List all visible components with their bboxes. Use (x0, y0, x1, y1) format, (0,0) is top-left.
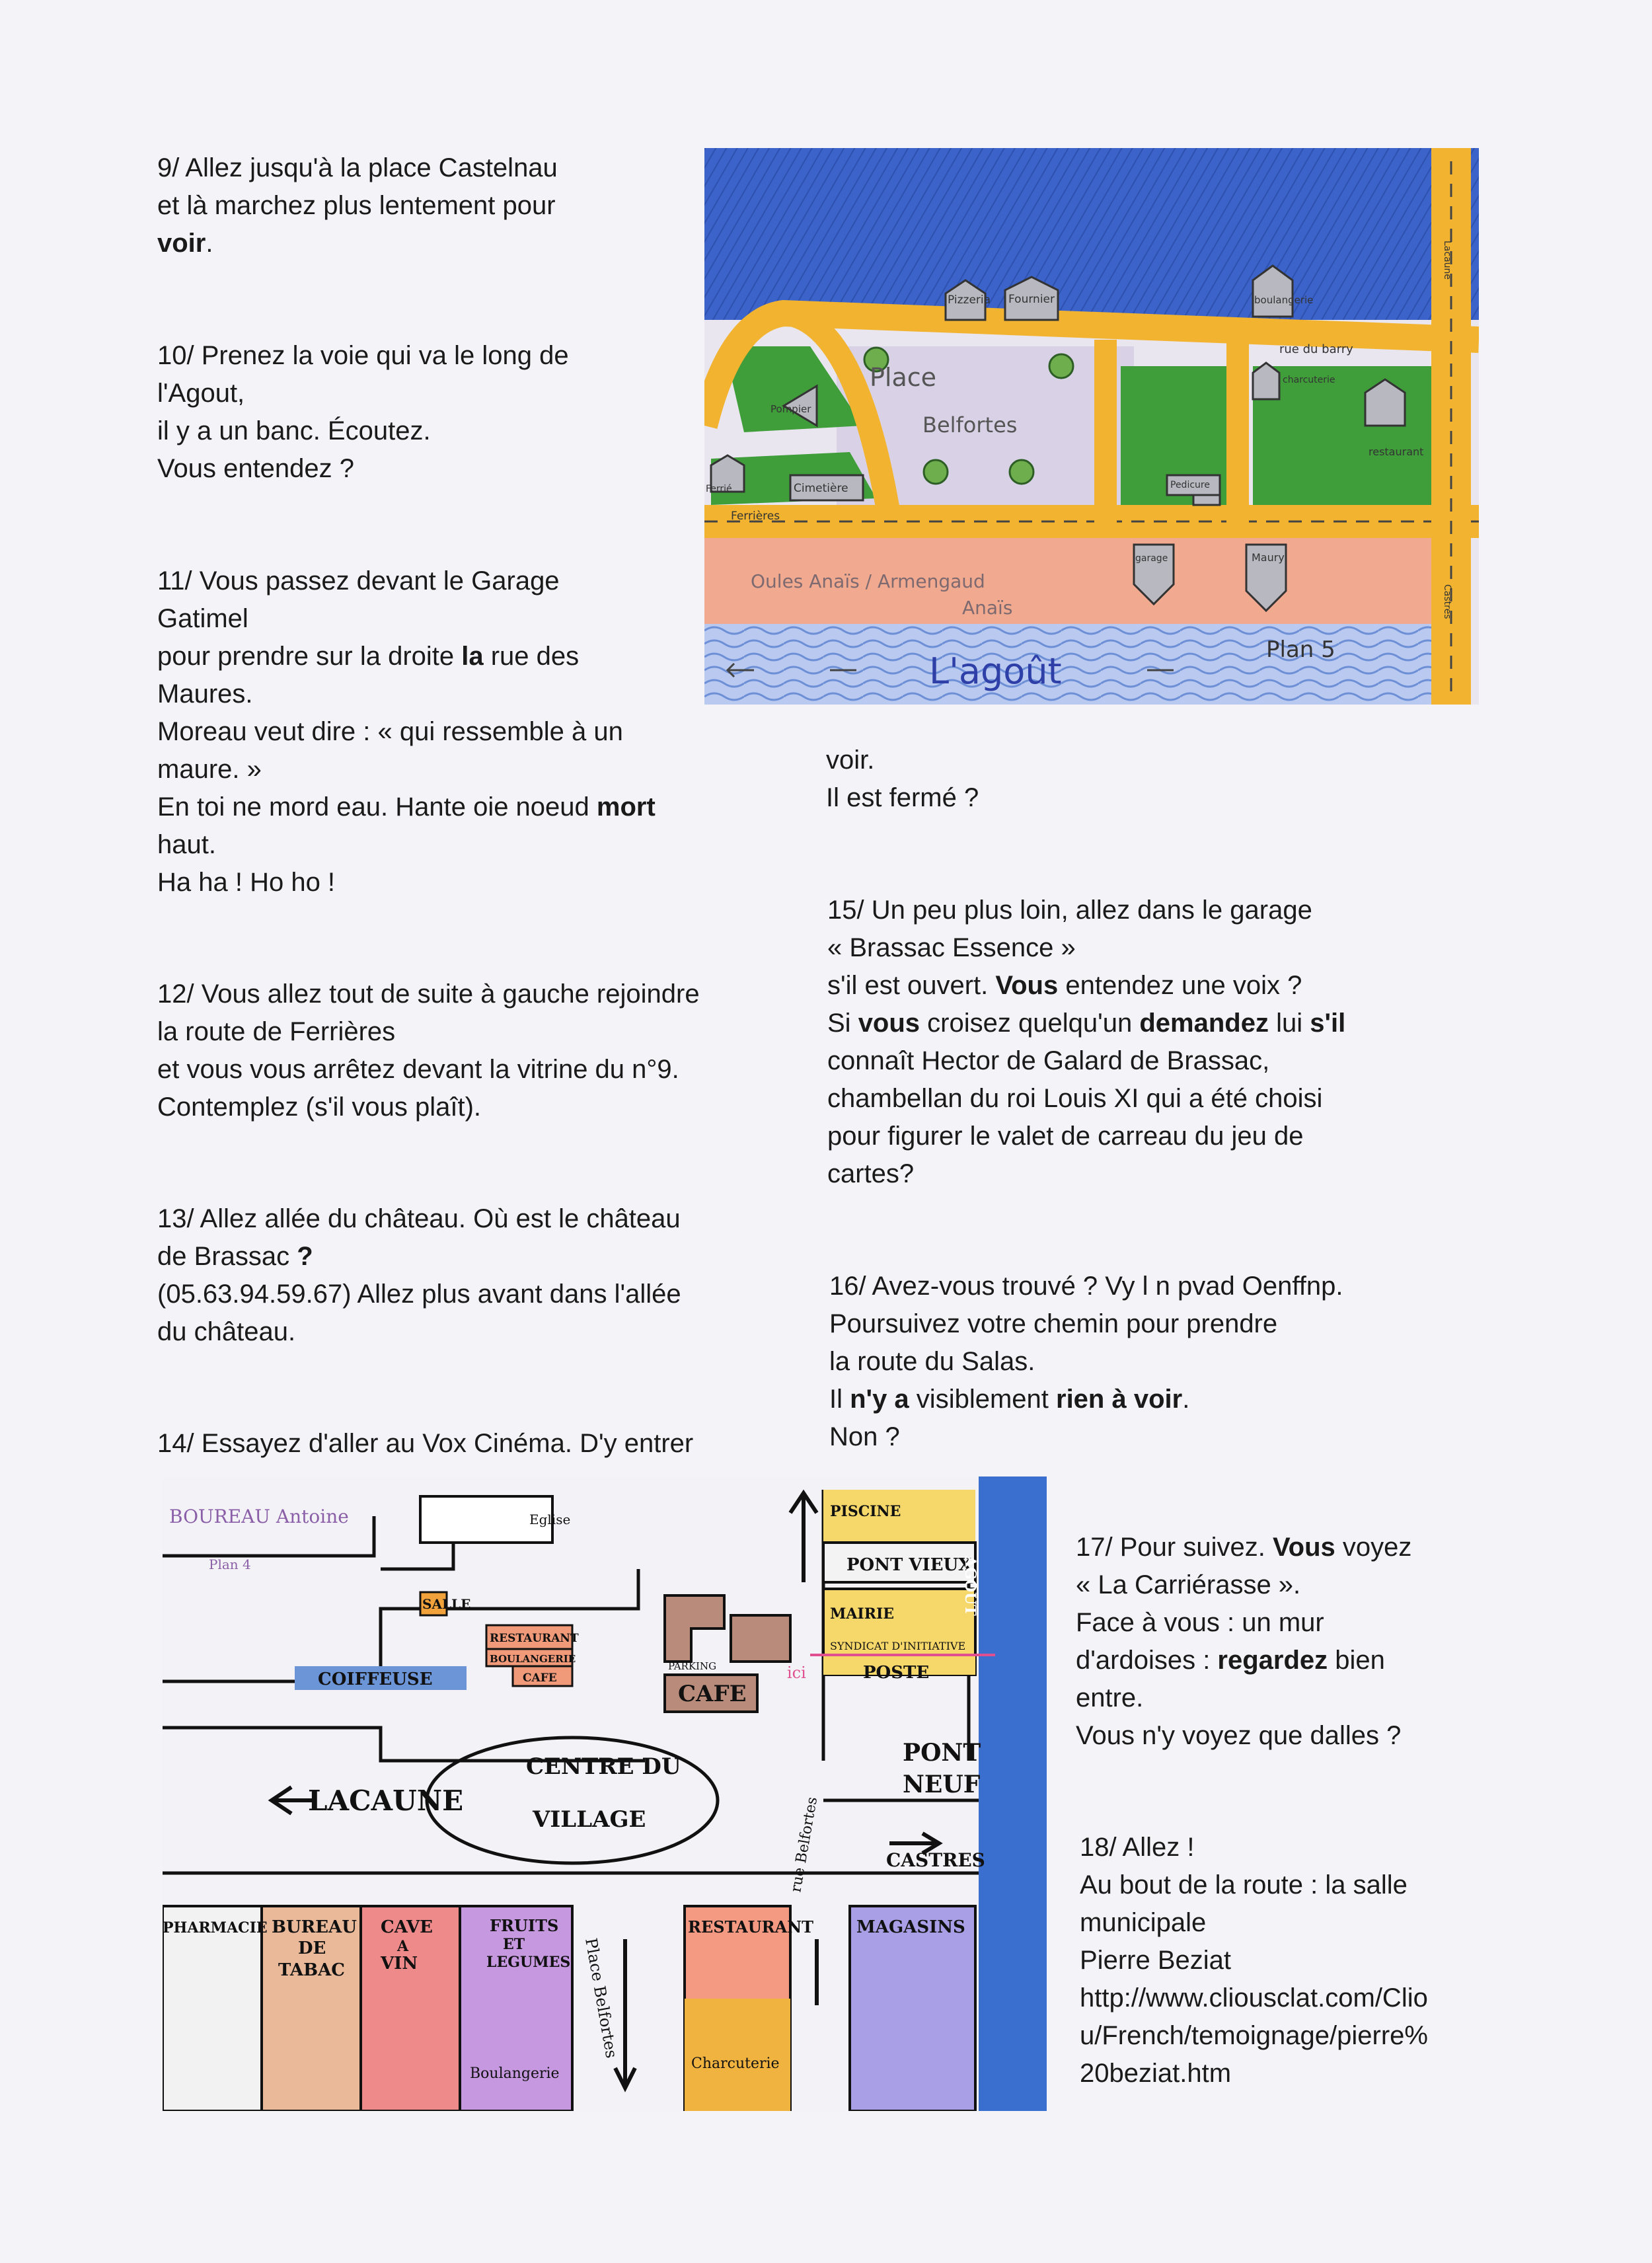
label-fruits: FRUITS (490, 1916, 559, 1935)
bold-segment: la (461, 642, 484, 671)
label-poste: POSTE (863, 1663, 930, 1683)
bold-segment: voir (157, 229, 206, 258)
text-line (1080, 1866, 1542, 1904)
text-line (827, 1118, 1488, 1155)
text-segment: bien (1328, 1646, 1385, 1675)
text-line (1076, 1642, 1538, 1679)
text-line (1080, 1942, 1542, 1979)
text-line (157, 826, 785, 864)
text-line (1076, 1717, 1538, 1755)
step-13 (157, 1200, 818, 1351)
label-piscine: PISCINE (830, 1503, 901, 1520)
text-segment: visiblement (909, 1385, 1056, 1414)
text-segment: 16/ Avez-vous trouvé ? Vy l n pvad Oenffnp. (829, 1272, 1343, 1301)
bold-segment: n'y a (850, 1385, 909, 1414)
text-line (157, 1200, 818, 1238)
label-et: ET (503, 1936, 525, 1953)
label-garage: garage (1135, 553, 1168, 564)
label-restaurant-shop: RESTAURANT (688, 1917, 814, 1937)
label-village: VILLAGE (533, 1806, 646, 1833)
text-segment: Vous n'y voyez que dalles ? (1076, 1721, 1402, 1750)
text-segment: http://www.cliousclat.com/Clio (1080, 1983, 1428, 2013)
text-line (827, 929, 1488, 967)
text-segment: voir. (826, 746, 875, 775)
text-line (157, 412, 686, 450)
text-line (157, 788, 785, 826)
label-pedicure: Pedicure (1170, 480, 1210, 490)
text-segment: connaît Hector de Galard de Brassac, (827, 1046, 1270, 1075)
text-line (157, 1013, 818, 1051)
step-18 (1080, 1829, 1542, 2092)
text-line (829, 1305, 1490, 1343)
label-magasins: MAGASINS (856, 1917, 965, 1937)
text-line (829, 1343, 1490, 1381)
text-segment: entre. (1076, 1683, 1144, 1712)
label-cave: CAVE (381, 1917, 433, 1937)
label-belfortes: Belfortes (922, 412, 1018, 438)
text-line (157, 638, 785, 675)
bold-segment: Vous (1272, 1533, 1335, 1562)
text-line (827, 1005, 1488, 1042)
text-segment: « Brassac Essence » (827, 933, 1076, 962)
label-pharmacie: PHARMACIE (163, 1919, 268, 1937)
text-line (157, 1051, 818, 1089)
label-artist-1: Oules Anaïs / Armengaud (751, 570, 985, 592)
text-line (157, 1425, 818, 1463)
text-segment: d'ardoises : (1076, 1646, 1218, 1675)
label-boulangerie-shop: Boulangerie (470, 2065, 560, 2082)
label-eglise: Eglise (529, 1512, 571, 1527)
text-segment: l'Agout, (157, 379, 245, 408)
text-segment: il y a un banc. Écoutez. (157, 416, 431, 445)
label-charcuterie: charcuterie (1283, 375, 1335, 385)
label-cimetiere: Cimetière (794, 482, 848, 495)
text-line (827, 967, 1488, 1005)
text-segment: 17/ Pour suivez. (1076, 1533, 1273, 1562)
label-cafe-small: CAFE (523, 1671, 557, 1685)
text-segment: et vous vous arrêtez devant la vitrine du n°9. (157, 1055, 679, 1084)
text-line (827, 1042, 1488, 1080)
label-coiffeuse: COIFFEUSE (318, 1669, 433, 1689)
step-12 (157, 976, 818, 1126)
plan-5-map (704, 148, 1479, 705)
text-segment: la route de Ferrières (157, 1017, 396, 1046)
text-segment: Poursuivez votre chemin pour prendre (829, 1309, 1278, 1338)
text-segment: maure. » (157, 755, 262, 784)
label-castres: Castres (1442, 584, 1452, 619)
text-line (157, 1313, 818, 1351)
label-lacaune: Lacaune (1442, 241, 1452, 280)
text-segment: entendez une voix ? (1058, 971, 1302, 1000)
label-centre-du: CENTRE DU (526, 1753, 681, 1780)
text-line (826, 779, 1421, 817)
label-place-belfortes: Place Belfortes (582, 1937, 621, 2060)
text-segment: . (206, 229, 213, 258)
text-segment: s'il est ouvert. (827, 971, 996, 1000)
text-segment: Maures. (157, 679, 253, 709)
label-legumes: LEGUMES (486, 1954, 571, 1971)
text-line (1076, 1604, 1538, 1642)
label-rue-du-barry: rue du barry (1279, 342, 1353, 356)
label-vin: VIN (381, 1954, 418, 1974)
text-line (1080, 1979, 1542, 2017)
text-segment: Au bout de la route : la salle (1080, 1870, 1408, 1899)
text-line (1080, 1829, 1542, 1866)
text-line (157, 562, 785, 600)
text-segment: Vous entendez ? (157, 454, 355, 483)
step-16 (829, 1268, 1490, 1456)
text-segment: Il (829, 1385, 850, 1414)
text-segment: . (1182, 1385, 1190, 1414)
text-line (157, 187, 686, 225)
text-line (157, 375, 686, 412)
text-line (829, 1268, 1490, 1305)
text-line (826, 742, 1421, 779)
label-pizzeria: Pizzeria (948, 293, 991, 307)
bold-segment: mort (596, 792, 656, 822)
step-9 (157, 149, 686, 262)
text-line (157, 675, 785, 713)
label-ferrieres: Ferrières (731, 510, 780, 523)
text-segment: u/French/temoignage/pierre% (1080, 2021, 1428, 2050)
text-segment: lui (1268, 1009, 1310, 1038)
label-cafe: CAFE (678, 1681, 747, 1707)
bold-segment: vous (858, 1009, 920, 1038)
label-restaurant-small: RESTAURANT (490, 1632, 579, 1645)
text-line (829, 1418, 1490, 1456)
text-line (1080, 1904, 1542, 1942)
text-segment: Moreau veut dire : « qui ressemble à un (157, 717, 623, 746)
text-segment: de Brassac (157, 1242, 297, 1271)
text-line (157, 976, 818, 1013)
text-line (157, 1089, 818, 1126)
text-segment: pour figurer le valet de carreau du jeu de (827, 1122, 1304, 1151)
label-lacaune: LACAUNE (308, 1784, 464, 1817)
label-author: BOUREAU Antoine (169, 1506, 349, 1527)
text-line (157, 600, 785, 638)
bold-segment: ? (297, 1242, 313, 1271)
label-pont-neuf-1: PONT (903, 1739, 981, 1767)
text-segment: 15/ Un peu plus loin, allez dans le garage (827, 896, 1312, 925)
text-segment: et là marchez plus lentement pour (157, 191, 556, 220)
label-boulangerie-small: BOULANGERIE (490, 1653, 576, 1665)
text-segment: haut. (157, 830, 216, 859)
label-restaurant: restaurant (1369, 445, 1424, 458)
text-segment: « La Carriérasse ». (1076, 1570, 1301, 1599)
text-segment: Pierre Beziat (1080, 1946, 1231, 1975)
step-14-continued (826, 742, 1421, 817)
label-bureau: BUREAU (272, 1917, 357, 1937)
label-plan-4: Plan 4 (209, 1556, 251, 1572)
text-segment: croisez quelqu'un (920, 1009, 1140, 1038)
label-tabac: TABAC (278, 1960, 345, 1980)
label-parking: PARKING (668, 1660, 717, 1672)
bold-segment: s'il (1310, 1009, 1346, 1038)
bold-segment: rien à voir (1056, 1385, 1183, 1414)
text-segment: du château. (157, 1317, 296, 1346)
step-15 (827, 892, 1488, 1193)
label-maury: Maury (1252, 551, 1285, 564)
text-segment: 20beziat.htm (1080, 2059, 1232, 2088)
bold-segment: regardez (1217, 1646, 1328, 1675)
text-line (157, 337, 686, 375)
label-rue-belfortes: rue Belfortes (788, 1795, 821, 1894)
label-syndicat: SYNDICAT D'INITIATIVE (830, 1640, 966, 1652)
text-line (1076, 1529, 1538, 1566)
label-agout: L'agoût (929, 650, 1062, 692)
text-segment: Face à vous : un mur (1076, 1608, 1324, 1637)
label-charcuterie-shop: Charcuterie (691, 2055, 780, 2072)
label-ici: ici (787, 1664, 806, 1682)
text-segment: municipale (1080, 1908, 1207, 1937)
step-17 (1076, 1529, 1538, 1755)
text-line (157, 751, 785, 788)
text-line (1080, 2017, 1542, 2055)
label-pont-neuf-2: NEUF (903, 1771, 981, 1798)
text-line (1076, 1566, 1538, 1604)
text-line (827, 892, 1488, 929)
text-segment: 13/ Allez allée du château. Où est le château (157, 1204, 681, 1233)
text-segment: 10/ Prenez la voie qui va le long de (157, 341, 569, 370)
text-segment: Non ? (829, 1422, 900, 1451)
river-agout-strip (979, 1477, 1047, 2111)
text-segment: 12/ Vous allez tout de suite à gauche rejoindre (157, 979, 700, 1009)
plan-5-drawing (704, 148, 1479, 705)
text-segment: Il est fermé ? (826, 783, 979, 812)
text-segment: Contemplez (s'il vous plaît). (157, 1093, 482, 1122)
label-cave-a: A (397, 1938, 409, 1955)
label-agout-strip: AGOUT (961, 1556, 979, 1616)
text-line (157, 1238, 818, 1276)
text-line (827, 1155, 1488, 1193)
label-plan-5: Plan 5 (1266, 636, 1335, 663)
text-line (157, 225, 686, 262)
text-segment: cartes? (827, 1159, 915, 1188)
text-line (157, 149, 686, 187)
label-pompier: Pompier (770, 403, 811, 415)
label-castres: CASTRES (886, 1849, 985, 1871)
text-line (157, 713, 785, 751)
text-line (1076, 1679, 1538, 1717)
bold-segment: Vous (995, 971, 1059, 1000)
plan-4-map (163, 1477, 1047, 2111)
text-segment: 14/ Essayez d'aller au Vox Cinéma. D'y entrer (157, 1429, 694, 1458)
step-14 (157, 1425, 818, 1463)
text-segment: Gatimel (157, 604, 248, 633)
text-segment: voyez (1335, 1533, 1412, 1562)
label-salle: SALLE (422, 1596, 471, 1612)
text-segment: 18/ Allez ! (1080, 1833, 1195, 1862)
text-segment: 11/ Vous passez devant le Garage (157, 566, 560, 595)
text-line (827, 1080, 1488, 1118)
text-line (157, 864, 785, 901)
text-segment: chambellan du roi Louis XI qui a été choisi (827, 1084, 1323, 1113)
text-segment: la route du Salas. (829, 1347, 1035, 1376)
text-line (829, 1381, 1490, 1418)
step-11 (157, 562, 785, 901)
step-10 (157, 337, 686, 488)
park-east (1253, 366, 1451, 518)
text-segment: rue des (483, 642, 580, 671)
label-place: Place (870, 363, 937, 392)
label-de: DE (298, 1938, 326, 1958)
text-line (157, 450, 686, 488)
text-segment: En toi ne mord eau. Hante oie noeud (157, 792, 597, 822)
label-ferrieres-short: Ferrié (706, 484, 732, 494)
label-mairie: MAIRIE (830, 1605, 895, 1623)
text-line (157, 1276, 818, 1313)
text-segment: pour prendre sur la droite (157, 642, 462, 671)
bold-segment: demandez (1139, 1009, 1269, 1038)
text-segment: Ha ha ! Ho ho ! (157, 868, 336, 897)
label-boulangerie: boulangerie (1254, 294, 1314, 306)
text-segment: 9/ Allez jusqu'à la place Castelnau (157, 153, 558, 182)
label-pont-vieux: PONT VIEUX (846, 1555, 972, 1575)
text-segment: (05.63.94.59.67) Allez plus avant dans l'allée (157, 1280, 681, 1309)
text-segment: Si (827, 1009, 858, 1038)
text-line (1080, 2055, 1542, 2092)
plan-4-drawing (163, 1477, 1047, 2111)
label-fournier: Fournier (1008, 293, 1055, 306)
label-artist-2: Anaïs (962, 597, 1013, 619)
